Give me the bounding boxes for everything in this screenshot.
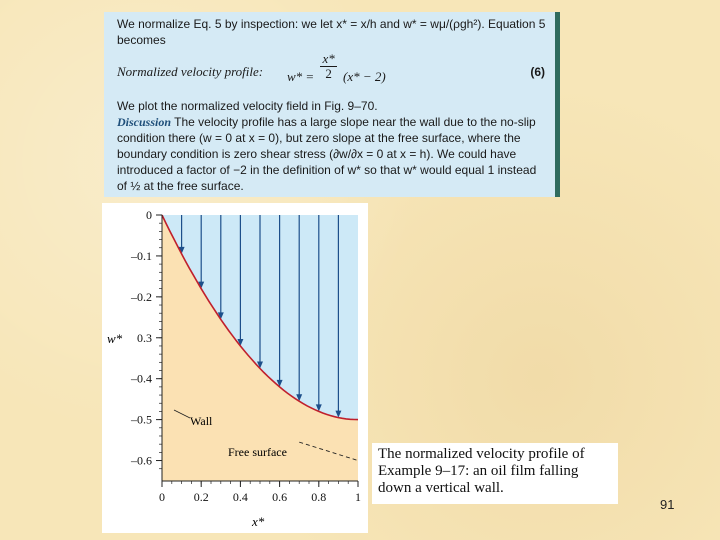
x-tick-label: 0.4 [232,490,248,504]
x-tick-label: 0.2 [193,490,209,504]
figure-caption: The normalized velocity profile of Example 9–17: an oil film falling down a vertical wall. [372,443,618,504]
equation-number: (6) [530,65,545,79]
equation-fraction [320,52,336,81]
page-number: 91 [660,497,675,512]
y-tick-label: –0.4 [131,371,152,386]
equation-6 [117,52,547,92]
velocity-profile-chart [102,203,368,533]
velocity-profile-figure [102,203,368,533]
y-tick-label: –0.1 [131,248,152,263]
discussion-text: The velocity profile has a large slope near the wall due to the no-slip condition there (w = 0 at x = 0), but zero slope at the free surface, where the boundary condition is zero shear stress (∂w/∂x = 0 at x = h). We could have introduced a factor of −2 in the definition of w* so that w* would equal 1 instead of ½ at the free surface. [117,115,537,193]
y-tick-label: 0 [146,208,152,222]
paragraph-discussion [117,114,547,194]
wall-annotation: Wall [190,414,213,428]
y-tick-label: 0.3 [137,330,152,345]
x-tick-label: 1 [355,490,361,504]
fraction-numerator: x* [322,51,335,66]
y-tick-label: –0.5 [131,412,152,427]
x-tick-label: 0.6 [272,490,288,504]
x-axis-label: x* [252,514,265,529]
x-tick-label: 0.8 [311,490,327,504]
discussion-label: Discussion [117,115,172,129]
equation-body [287,51,386,85]
example-text-panel [104,12,560,197]
fraction-denominator: 2 [325,66,332,81]
paragraph-normalization: We normalize Eq. 5 by inspection: we let x* = x/h and w* = wμ/(ρgh²). Equation 5 becomes [117,17,546,47]
equation-label: Normalized velocity profile: [117,64,264,79]
equation-rhs: (x* − 2) [342,69,386,85]
equation-lhs: w* = [287,69,315,85]
x-tick-label: 0 [159,490,165,504]
y-tick-label: –0.2 [131,289,152,304]
y-tick-label: –0.6 [131,453,152,468]
free-surface-annotation: Free surface [228,445,287,459]
y-axis-label: w* [107,331,123,346]
paragraph-plot: We plot the normalized velocity field in Fig. 9–70. [117,99,378,113]
